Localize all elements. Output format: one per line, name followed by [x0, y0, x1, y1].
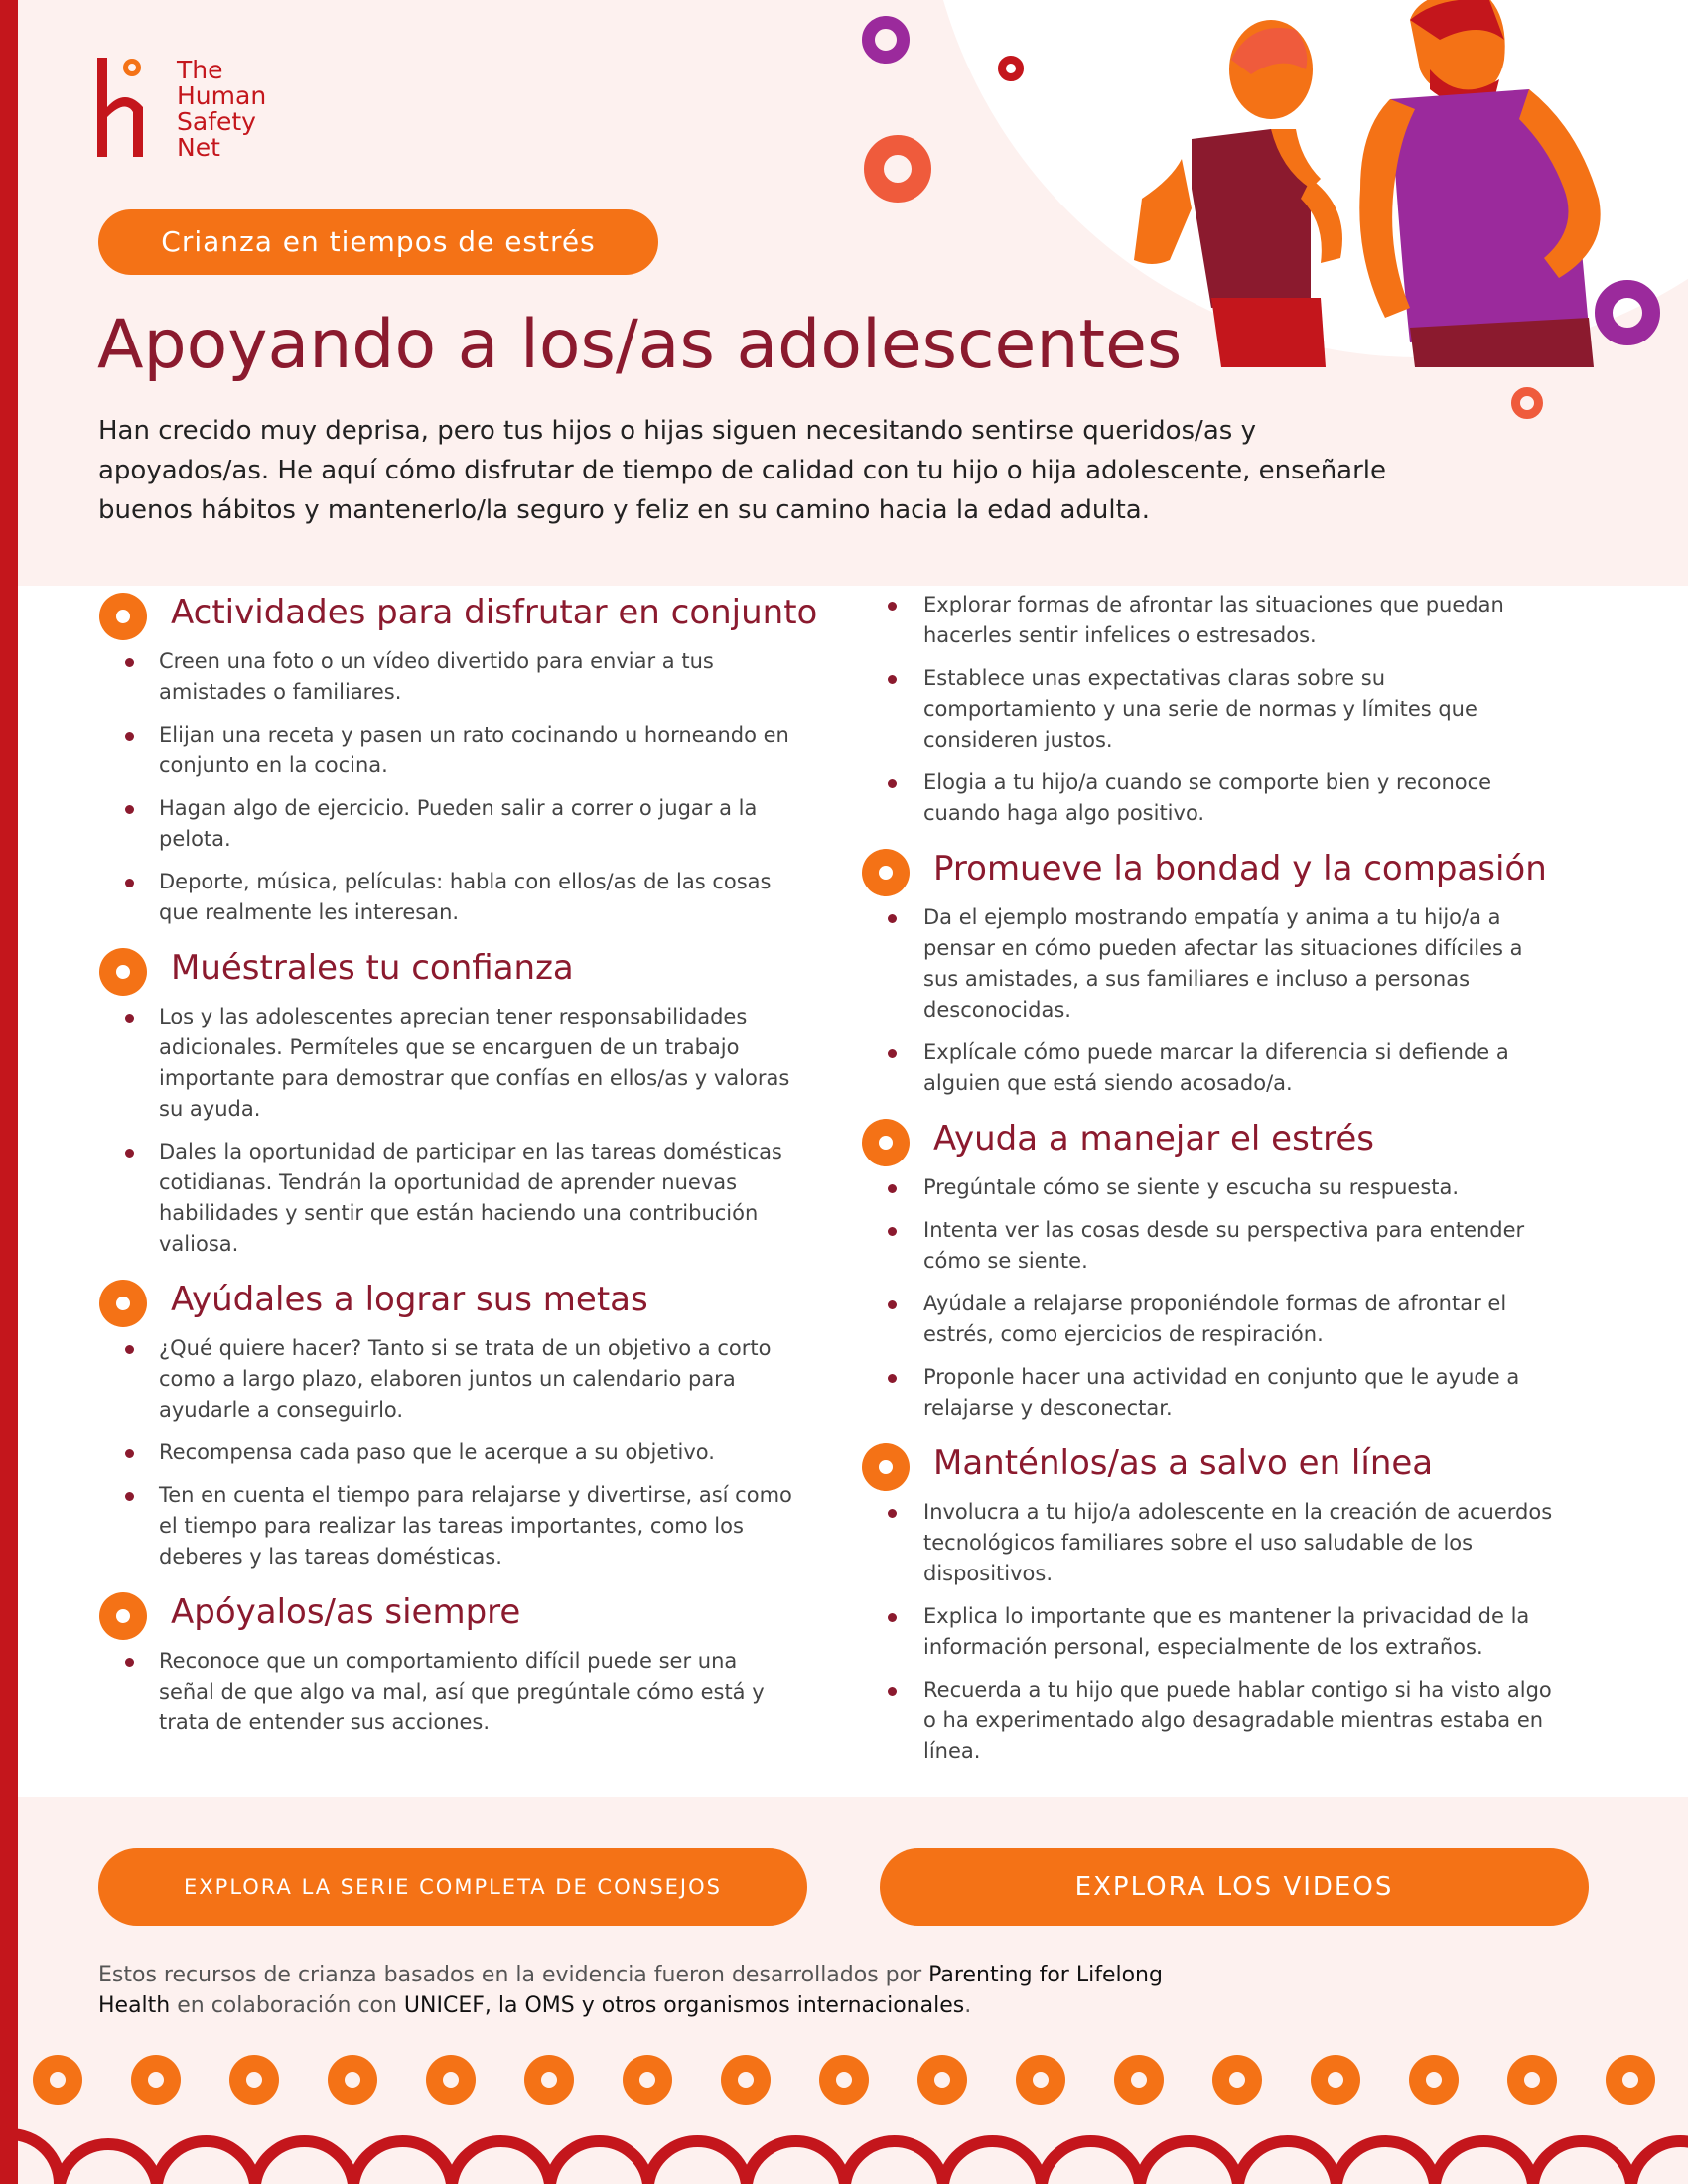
decorative-dot-icon: [131, 2055, 181, 2105]
list-item: Involucra a tu hijo/a adolescente en la creación de acuerdos tecnológicos familiares sobre el uso saludable de los dispositivos.: [862, 1497, 1559, 1589]
section-heading: [99, 1590, 834, 1634]
footer-text: en colaboración con: [170, 1993, 404, 2018]
footer-text: .: [964, 1993, 972, 2018]
logo-line: Net: [177, 133, 220, 162]
list-item: ¿Qué quiere hacer? Tanto si se trata de un objetivo a corto como a largo plazo, elaboren juntos un calendario para ayudarle a conseguirlo.: [99, 1333, 794, 1426]
decorative-ring: [864, 135, 931, 203]
decorative-dot-icon: [1016, 2055, 1065, 2105]
footer-org-link: Parenting for Lifelong Health: [98, 1963, 1163, 2018]
decorative-dot-icon: [524, 2055, 574, 2105]
decorative-dot-icon: [328, 2055, 377, 2105]
list-item: Elijan una receta y pasen un rato cocinando u horneando en conjunto en la cocina.: [99, 720, 794, 781]
decorative-ring: [1511, 387, 1543, 419]
section-bullet-icon: [99, 1592, 147, 1640]
man-figure: [1359, 0, 1600, 367]
list-item: Da el ejemplo mostrando empatía y anima a tu hijo/a a pensar en cómo pueden afectar las situaciones difíciles a sus amistades, a sus familiares e incluso a personas desconocidas.: [862, 902, 1559, 1025]
brand-logo[interactable]: [97, 56, 267, 162]
list-item: Ten en cuenta el tiempo para relajarse y divertirse, así como el tiempo para realizar las tareas importantes, como los deberes y las tareas domésticas.: [99, 1480, 794, 1572]
section-bullet-icon: [99, 948, 147, 996]
list-item: Explícale cómo puede marcar la diferencia si defiende a alguien que está siendo acosado/a.: [862, 1037, 1559, 1099]
section-heading: [862, 847, 1597, 890]
people-exercising-illustration: [1112, 0, 1688, 367]
decorative-ring: [862, 16, 910, 64]
decorative-dot-icon: [1409, 2055, 1459, 2105]
list-item: Pregúntale cómo se siente y escucha su respuesta.: [862, 1172, 1559, 1203]
section-title: Apóyalos/as siempre: [171, 1592, 521, 1632]
series-pill: Crianza en tiempos de estrés: [98, 209, 658, 275]
bullet-list: [862, 1497, 1597, 1767]
bullet-list: [99, 1646, 834, 1738]
section-bullet-icon: [862, 1443, 910, 1491]
decorative-dot-icon: [917, 2055, 967, 2105]
list-item: Reconoce que un comportamiento difícil puede ser una señal de que algo va mal, así que pregúntale cómo está y trata de entender sus acciones.: [99, 1646, 794, 1738]
list-item: Explorar formas de afrontar las situaciones que puedan hacerles sentir infelices o estresados.: [862, 590, 1559, 651]
decorative-ring: [998, 56, 1024, 81]
section-heading: [862, 1441, 1597, 1485]
bullet-list: [862, 902, 1597, 1099]
list-item: Deporte, música, películas: habla con ellos/as de las cosas que realmente les interesan.: [99, 867, 794, 928]
list-item: Creen una foto o un vídeo divertido para enviar a tus amistades o familiares.: [99, 646, 794, 708]
explore-videos-button[interactable]: EXPLORA LOS VIDEOS: [880, 1848, 1589, 1926]
list-item: Recuerda a tu hijo que puede hablar contigo si ha visto algo o ha experimentado algo desagradable mientras estaba en línea.: [862, 1675, 1559, 1767]
bullet-list: [99, 1002, 834, 1260]
decorative-dot-icon: [1606, 2055, 1655, 2105]
explore-series-button[interactable]: EXPLORA LA SERIE COMPLETA DE CONSEJOS: [98, 1848, 807, 1926]
footer-credits: [98, 1960, 1191, 2021]
bullet-list: [862, 1172, 1597, 1424]
section-title: Promueve la bondad y la compasión: [933, 849, 1547, 888]
list-item: Establece unas expectativas claras sobre su comportamiento y una serie de normas y límites que consideren justos.: [862, 663, 1559, 755]
logo-line: The: [177, 56, 223, 84]
section-bullet-icon: [99, 1280, 147, 1327]
decorative-dot-icon: [819, 2055, 869, 2105]
list-item: Elogia a tu hijo/a cuando se comporte bien y reconoce cuando haga algo positivo.: [862, 767, 1559, 829]
section-heading: [99, 591, 834, 634]
decorative-dot-icon: [1507, 2055, 1557, 2105]
list-item: Los y las adolescentes aprecian tener responsabilidades adicionales. Permíteles que se encarguen de un trabajo importante para demostrar que confías en ellos/as y valoras su ayuda.: [99, 1002, 794, 1125]
logo-line: Human: [177, 81, 267, 110]
decorative-dot-icon: [426, 2055, 476, 2105]
list-item: Recompensa cada paso que le acerque a su objetivo.: [99, 1437, 794, 1468]
page-title: Apoyando a los/as adolescentes: [97, 306, 1183, 384]
section-title: Ayúdales a lograr sus metas: [171, 1280, 648, 1319]
bullet-list: [862, 590, 1597, 829]
bullet-list: [99, 1333, 834, 1572]
bullet-list: [99, 646, 834, 928]
footer-text: Estos recursos de crianza basados en la evidencia fueron desarrollados por: [98, 1963, 929, 1987]
decorative-dots-row: [0, 2055, 1688, 2115]
section-title: Muéstrales tu confianza: [171, 948, 574, 988]
decorative-dot-icon: [623, 2055, 672, 2105]
list-item: Hagan algo de ejercicio. Pueden salir a correr o jugar a la pelota.: [99, 793, 794, 855]
decorative-dot-icon: [1212, 2055, 1262, 2105]
logo-line: Safety: [177, 107, 256, 136]
section-heading: [99, 946, 834, 990]
footer-org-link: UNICEF, la OMS y otros organismos internacionales: [403, 1993, 965, 2018]
decorative-dot-icon: [33, 2055, 82, 2105]
decorative-dot-icon: [1114, 2055, 1164, 2105]
left-column: [99, 591, 834, 1756]
section-bullet-icon: [99, 593, 147, 640]
decorative-dot-icon: [721, 2055, 771, 2105]
section-bullet-icon: [862, 849, 910, 896]
list-item: Explica lo importante que es mantener la privacidad de la información personal, especialmente de los extraños.: [862, 1601, 1559, 1663]
section-title: Actividades para disfrutar en conjunto: [171, 593, 818, 632]
section-title: Ayuda a manejar el estrés: [933, 1119, 1374, 1159]
list-item: Intenta ver las cosas desde su perspectiva para entender cómo se siente.: [862, 1215, 1559, 1277]
section-heading: [862, 1117, 1597, 1160]
decorative-dot-icon: [1311, 2055, 1360, 2105]
right-column: [862, 590, 1597, 1785]
list-item: Proponle hacer una actividad en conjunto que le ayude a relajarse y desconectar.: [862, 1362, 1559, 1424]
section-bullet-icon: [862, 1119, 910, 1166]
section-heading: [99, 1278, 834, 1321]
section-title: Manténlos/as a salvo en línea: [933, 1443, 1434, 1483]
list-item: Ayúdale a relajarse proponiéndole formas de afrontar el estrés, como ejercicios de respiración.: [862, 1289, 1559, 1350]
list-item: Dales la oportunidad de participar en las tareas domésticas cotidianas. Tendrán la oportunidad de aprender nuevas habilidades y sentir que están haciendo una contribución valiosa.: [99, 1137, 794, 1260]
left-accent-bar: [0, 0, 18, 2184]
intro-paragraph: Han crecido muy deprisa, pero tus hijos o hijas siguen necesitando sentirse queridos/as y apoyados/as. He aquí cómo disfrutar de tiempo de calidad con tu hijo o hija adolescente, enseñarle buenos hábitos y mantenerlo/la seguro y feliz en su camino hacia la edad adulta.: [98, 416, 1387, 525]
decorative-arches: [0, 2111, 1688, 2184]
logo-wordmark: [177, 58, 316, 161]
decorative-dot-icon: [229, 2055, 279, 2105]
logo-mark-icon: [97, 58, 153, 157]
